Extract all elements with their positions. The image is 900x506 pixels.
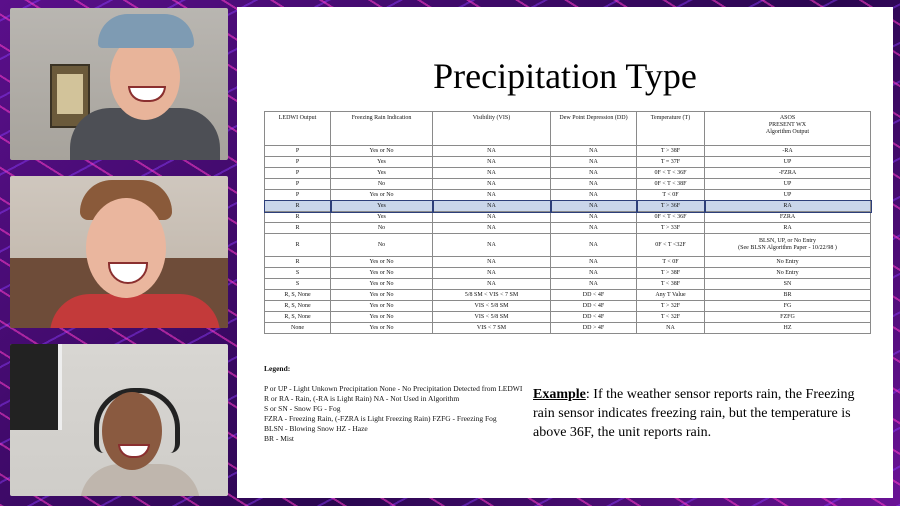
table-cell: Yes or No: [331, 323, 433, 334]
video-tile-participant-2[interactable]: [10, 176, 228, 328]
table-cell: 0F < T < 36F: [637, 168, 705, 179]
table-cell: NA: [551, 190, 637, 201]
legend-line: BLSN - Blowing Snow HZ - Haze: [264, 424, 368, 433]
table-cell: FZRA: [705, 212, 871, 223]
table-cell: NA: [551, 146, 637, 157]
column-header: LEDWI Output: [265, 112, 331, 146]
table-cell: P: [265, 157, 331, 168]
video-tile-participant-3[interactable]: [10, 344, 228, 496]
example-text: : If the weather sensor reports rain, the Freezing rain sensor indicates freezing rain, but the temperature is above 36F, the unit reports rain.: [533, 387, 855, 440]
wall-frame: [10, 344, 62, 430]
table-cell: No Entry: [705, 257, 871, 268]
table-cell: NA: [433, 268, 551, 279]
table-row: [265, 223, 871, 234]
column-header: Visibility (VIS): [433, 112, 551, 146]
table-cell: T > 33F: [637, 223, 705, 234]
table-row: [265, 157, 871, 168]
table-cell: NA: [433, 212, 551, 223]
column-header: Freezing Rain Indication: [331, 112, 433, 146]
table-row: [265, 168, 871, 179]
table-cell: R, S, None: [265, 301, 331, 312]
column-header: Temperature (T): [637, 112, 705, 146]
table-cell: T > 36F: [637, 201, 705, 212]
table-cell: Yes or No: [331, 257, 433, 268]
table-cell: -RA: [705, 146, 871, 157]
table-cell: T < 0F: [637, 190, 705, 201]
table-cell: No: [331, 179, 433, 190]
table-cell: 0F < T <32F: [637, 234, 705, 257]
table-cell: P: [265, 168, 331, 179]
table-cell: HZ: [705, 323, 871, 334]
table-cell: NA: [433, 223, 551, 234]
table-cell: FG: [705, 301, 871, 312]
table-legend: [264, 364, 544, 444]
table-cell: R: [265, 257, 331, 268]
table-cell: NA: [433, 179, 551, 190]
table-cell: T < 38F: [637, 279, 705, 290]
table-cell: NA: [551, 257, 637, 268]
table-cell: NA: [433, 201, 551, 212]
table-row: [265, 212, 871, 223]
table-cell: DD < 4F: [551, 290, 637, 301]
table-row: [265, 190, 871, 201]
table-cell: UP: [705, 179, 871, 190]
legend-line: BR - Mist: [264, 434, 295, 443]
table-cell: R, S, None: [265, 290, 331, 301]
table-cell: R: [265, 201, 331, 212]
table-cell: Yes or No: [331, 268, 433, 279]
table-cell: DD < 4F: [551, 312, 637, 323]
table-row: [265, 290, 871, 301]
table-cell: NA: [551, 223, 637, 234]
table-cell: S: [265, 279, 331, 290]
table-row: [265, 201, 871, 212]
table-cell: NA: [433, 190, 551, 201]
table-cell: NA: [433, 257, 551, 268]
table-cell: -FZRA: [705, 168, 871, 179]
table-cell: 0F < T < 36F: [637, 212, 705, 223]
table-cell: FZFG: [705, 312, 871, 323]
table-cell: NA: [551, 279, 637, 290]
table-cell: UP: [705, 157, 871, 168]
legend-line: P or UP - Light Unkown Precipitation None - No Precipitation Detected from LEDWI: [264, 384, 523, 393]
legend-heading: Legend:: [264, 364, 291, 373]
slide-title: Precipitation Type: [433, 56, 697, 96]
table-cell: P: [265, 146, 331, 157]
table-cell: NA: [433, 279, 551, 290]
table-cell: Yes: [331, 212, 433, 223]
legend-line: R or RA - Rain, (-RA is Light Rain) NA - Not Used in Algorithm: [264, 394, 460, 403]
table-cell: R: [265, 212, 331, 223]
table-cell: 0F < T < 38F: [637, 179, 705, 190]
table-cell: R: [265, 234, 331, 257]
table-row: [265, 257, 871, 268]
table-cell: BLSN, UP, or No Entry (See BLSN Algorithm Paper - 10/22/98 ): [705, 234, 871, 257]
participant-video: [80, 344, 220, 496]
table-row: [265, 323, 871, 334]
table-cell: Yes: [331, 157, 433, 168]
table-cell: T < 32F: [637, 312, 705, 323]
table-cell: SN: [705, 279, 871, 290]
participant-video: [50, 176, 228, 328]
table-cell: 5/8 SM < VIS < 7 SM: [433, 290, 551, 301]
table-cell: No: [331, 223, 433, 234]
table-row: [265, 279, 871, 290]
table-cell: Yes: [331, 201, 433, 212]
table-header-row: [265, 112, 871, 146]
table-cell: NA: [433, 157, 551, 168]
video-tile-participant-1[interactable]: [10, 8, 228, 160]
table-row: [265, 179, 871, 190]
shared-screen-slide: [237, 7, 893, 498]
table-cell: VIS < 5/8 SM: [433, 312, 551, 323]
table-row: [265, 312, 871, 323]
column-header: ASOS PRESENT WX Algorithm Output: [705, 112, 871, 146]
legend-line: S or SN - Snow FG - Fog: [264, 404, 341, 413]
table-cell: Yes: [331, 168, 433, 179]
table-cell: VIS < 7 SM: [433, 323, 551, 334]
table-cell: NA: [637, 323, 705, 334]
table-cell: No Entry: [705, 268, 871, 279]
table-cell: UP: [705, 190, 871, 201]
table-cell: NA: [433, 168, 551, 179]
table-cell: DD > 4F: [551, 323, 637, 334]
table-cell: NA: [551, 201, 637, 212]
table-cell: NA: [551, 168, 637, 179]
table-cell: NA: [551, 234, 637, 257]
participant-video: [70, 8, 228, 160]
table-cell: R: [265, 223, 331, 234]
table-cell: NA: [433, 146, 551, 157]
table-cell: NA: [551, 157, 637, 168]
table-cell: NA: [551, 179, 637, 190]
table-cell: P: [265, 190, 331, 201]
table-cell: Yes or No: [331, 301, 433, 312]
table-cell: BR: [705, 290, 871, 301]
table-cell: Yes or No: [331, 312, 433, 323]
table-cell: T > 38F: [637, 146, 705, 157]
table-cell: T = 37F: [637, 157, 705, 168]
table-cell: Yes or No: [331, 190, 433, 201]
table-cell: T < 0F: [637, 257, 705, 268]
table-row: [265, 301, 871, 312]
table-cell: NA: [551, 268, 637, 279]
table-cell: RA: [705, 201, 871, 212]
table-cell: VIS < 5/8 SM: [433, 301, 551, 312]
example-note: [533, 385, 863, 442]
table-cell: DD < 4F: [551, 301, 637, 312]
table-row: [265, 146, 871, 157]
example-label: Example: [533, 387, 586, 402]
table-cell: P: [265, 179, 331, 190]
table-cell: NA: [551, 212, 637, 223]
table-cell: Yes or No: [331, 290, 433, 301]
table-cell: T > 38F: [637, 268, 705, 279]
table-cell: R, S, None: [265, 312, 331, 323]
table-cell: None: [265, 323, 331, 334]
table-cell: No: [331, 234, 433, 257]
table-cell: Any T Value: [637, 290, 705, 301]
table-cell: NA: [433, 234, 551, 257]
legend-line: FZRA - Freezing Rain, (-FZRA is Light Freezing Rain) FZFG - Freezing Fog: [264, 414, 497, 423]
table-row: [265, 234, 871, 257]
table-cell: S: [265, 268, 331, 279]
column-header: Dew Point Depression (DD): [551, 112, 637, 146]
table-cell: T > 32F: [637, 301, 705, 312]
table-cell: Yes or No: [331, 279, 433, 290]
table-cell: Yes or No: [331, 146, 433, 157]
table-cell: RA: [705, 223, 871, 234]
precipitation-type-table: [264, 111, 871, 334]
table-row: [265, 268, 871, 279]
